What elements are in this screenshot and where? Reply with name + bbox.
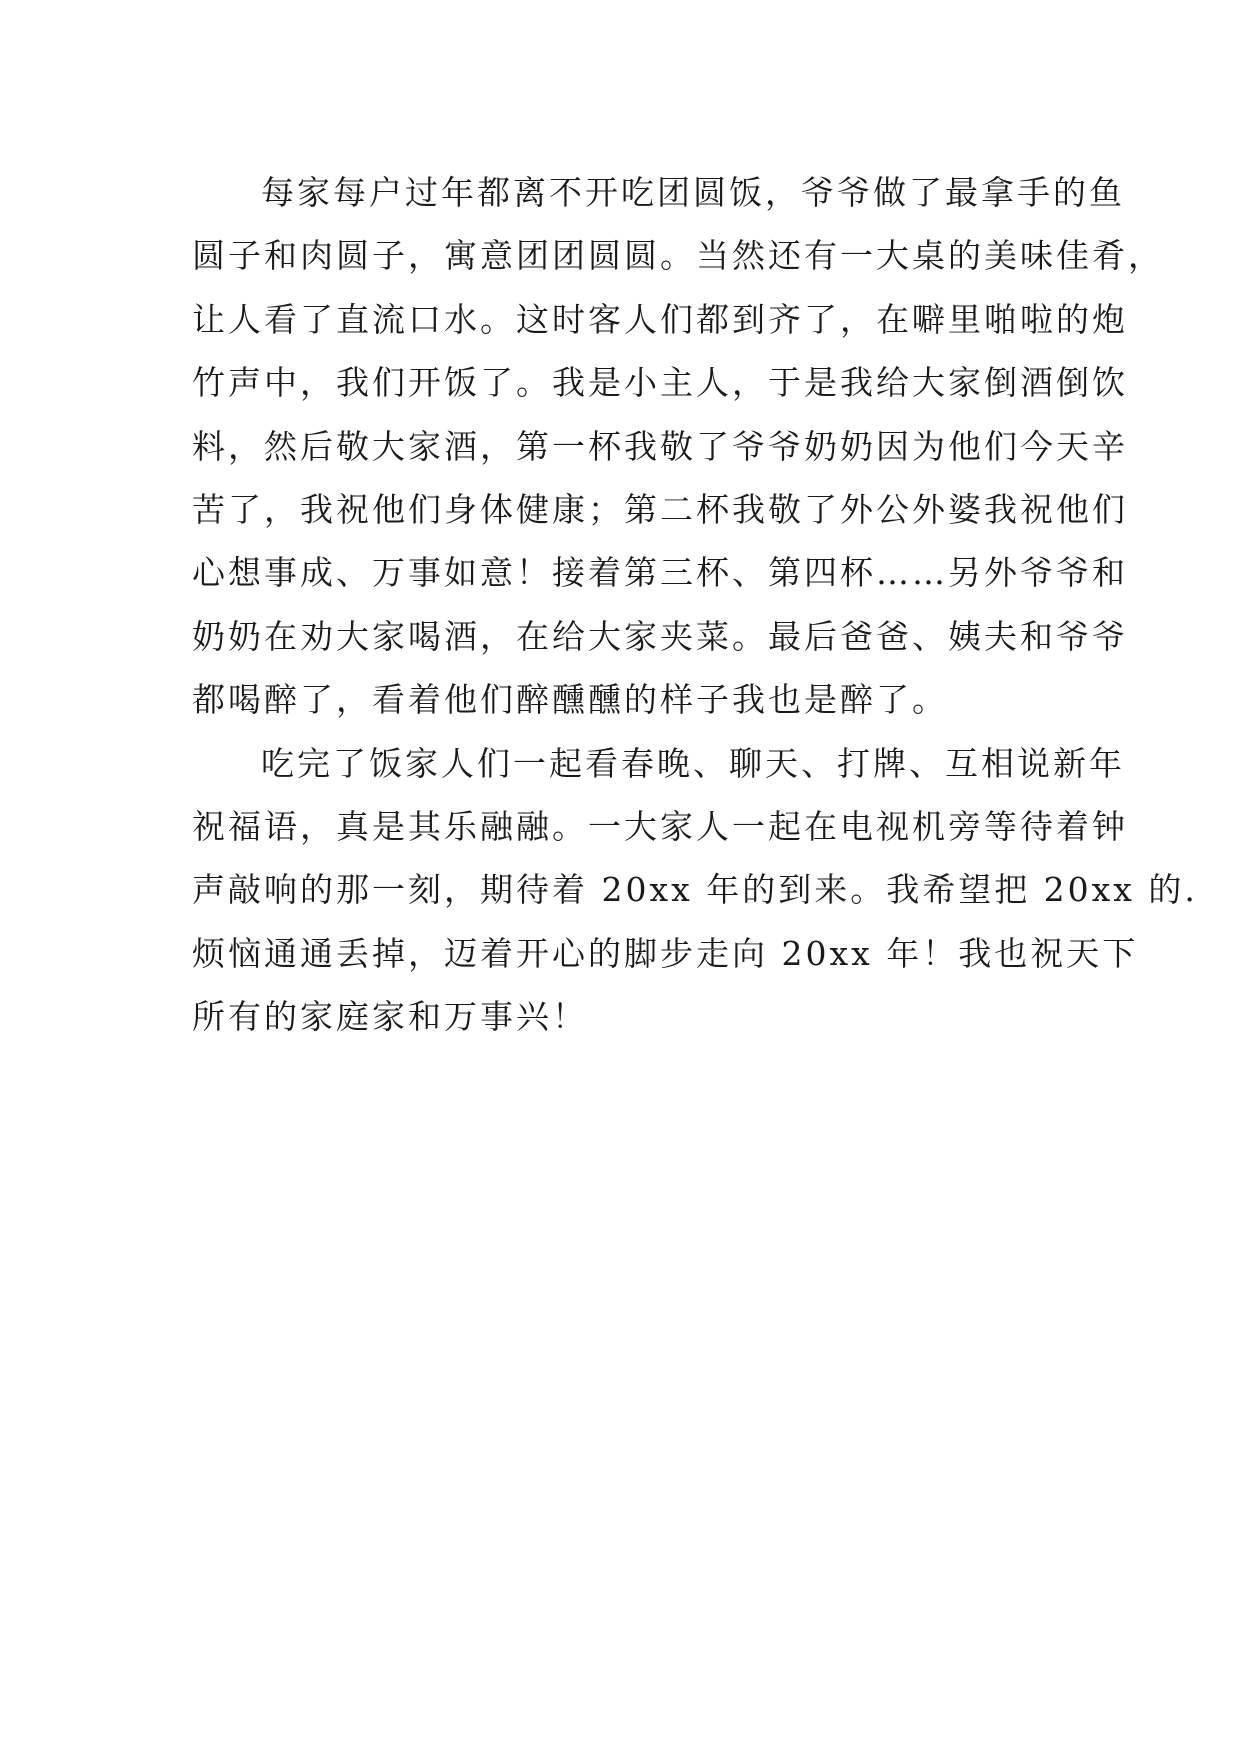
text-line: 都喝醉了，看着他们醉醺醺的样子我也是醉了。 [192, 680, 948, 720]
text-line: 祝福语，真是其乐融融。一大家人一起在电视机旁等待着钟 [192, 806, 1128, 846]
text-line: 圆子和肉圆子，寓意团团圆圆。当然还有一大桌的美味佳肴， [192, 236, 1164, 276]
paragraph-2 [192, 732, 1198, 1049]
text-line: 烦恼通通丢掉，迈着开心的脚步走向 20xx 年！我也祝天下 [192, 933, 1139, 973]
paragraph-1 [192, 161, 1164, 732]
text-line: 心想事成、万事如意！接着第三杯、第四杯……另外爷爷和 [192, 553, 1128, 593]
text-line: 苦了，我祝他们身体健康；第二杯我敬了外公外婆我祝他们 [192, 489, 1128, 529]
text-line: 竹声中，我们开饭了。我是小主人，于是我给大家倒酒倒饮 [192, 363, 1128, 403]
text-line: 料，然后敬大家酒，第一杯我敬了爷爷奶奶因为他们今天辛 [192, 426, 1128, 466]
text-line: 所有的家庭家和万事兴！ [192, 997, 588, 1037]
text-line: 吃完了饭家人们一起看春晚、聊天、打牌、互相说新年 [261, 743, 1125, 783]
text-line: 让人看了直流口水。这时客人们都到齐了，在噼里啪啦的炮 [192, 299, 1128, 339]
document-body [192, 161, 1198, 1048]
text-line: 每家每户过年都离不开吃团圆饭，爷爷做了最拿手的鱼 [261, 173, 1125, 212]
text-line: 奶奶在劝大家喝酒，在给大家夹菜。最后爸爸、姨夫和爷爷 [192, 616, 1128, 656]
text-line: 声敲响的那一刻，期待着 20xx 年的到来。我希望把 20xx 的. [192, 870, 1198, 910]
